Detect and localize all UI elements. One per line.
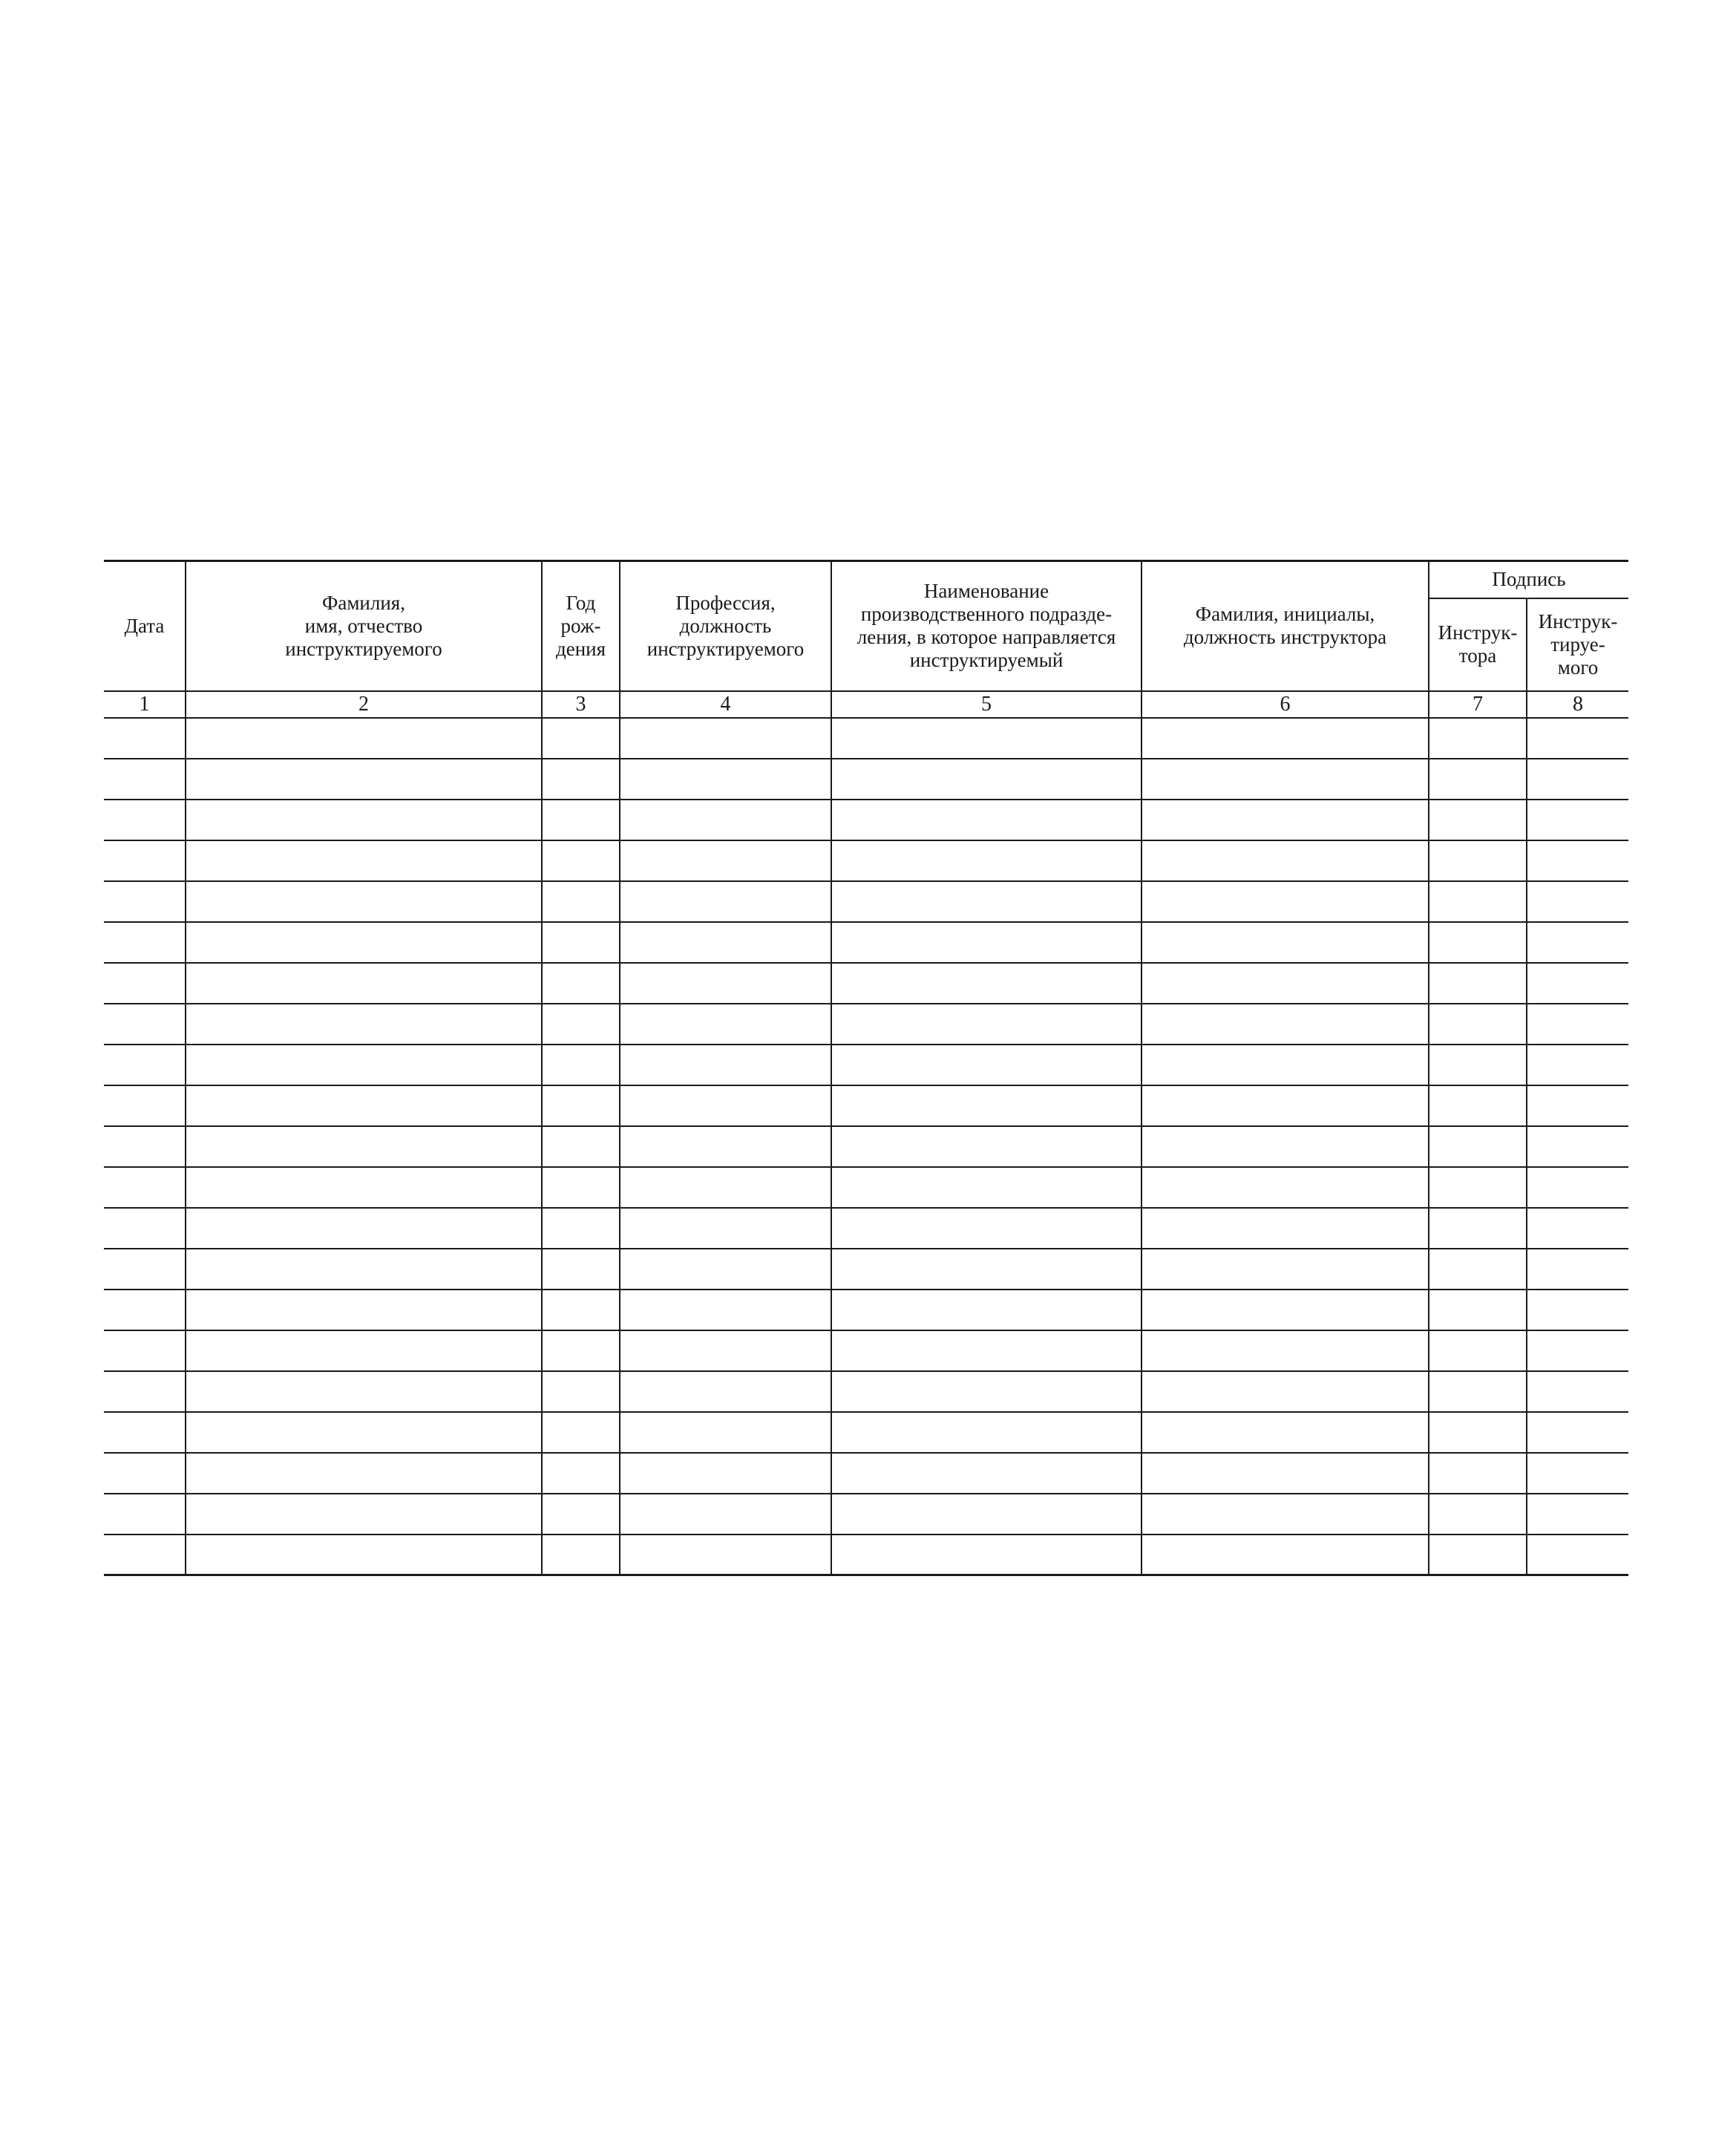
column-number: 7 (1429, 691, 1527, 718)
table-cell (620, 1126, 831, 1167)
table-cell (186, 1412, 542, 1453)
table-cell (1527, 1453, 1628, 1494)
table-cell (1429, 1494, 1527, 1535)
table-cell (542, 1330, 620, 1371)
table-cell (1527, 1004, 1628, 1045)
table-cell (620, 1045, 831, 1085)
header-instructor: Фамилия, инициалы, должность инструктора (1141, 561, 1429, 691)
table-cell (831, 1249, 1141, 1290)
table-cell (620, 840, 831, 881)
table-cell (104, 1330, 186, 1371)
table-cell (104, 1494, 186, 1535)
table-cell (104, 840, 186, 881)
table-cell (1141, 1249, 1429, 1290)
table-cell (542, 922, 620, 963)
table-cell (1527, 1412, 1628, 1453)
table-cell (542, 1085, 620, 1126)
table-cell (542, 881, 620, 922)
table-row (104, 1208, 1628, 1249)
table-row (104, 963, 1628, 1004)
table-cell (186, 963, 542, 1004)
table-cell (831, 1371, 1141, 1412)
table-cell (1141, 1412, 1429, 1453)
table-cell (620, 1330, 831, 1371)
table-cell (831, 1085, 1141, 1126)
table-cell (104, 1126, 186, 1167)
table-cell (186, 1004, 542, 1045)
table-cell (104, 759, 186, 800)
table-cell (542, 1045, 620, 1085)
table-cell (1527, 1167, 1628, 1208)
table-cell (186, 1085, 542, 1126)
table-row (104, 1330, 1628, 1371)
table-cell (831, 1535, 1141, 1575)
table-cell (831, 718, 1141, 759)
table-cell (104, 922, 186, 963)
table-cell (186, 1290, 542, 1330)
table-cell (104, 1535, 186, 1575)
table-cell (104, 1453, 186, 1494)
table-row (104, 840, 1628, 881)
table-cell (542, 840, 620, 881)
table-cell (186, 840, 542, 881)
table-cell (542, 759, 620, 800)
table-cell (1141, 1167, 1429, 1208)
column-number: 5 (831, 691, 1141, 718)
table-cell (186, 1167, 542, 1208)
table-cell (542, 1208, 620, 1249)
table-cell (1527, 1330, 1628, 1371)
column-number: 8 (1527, 691, 1628, 718)
table-cell (542, 1412, 620, 1453)
table-row (104, 922, 1628, 963)
table-cell (186, 1453, 542, 1494)
table-cell (620, 1412, 831, 1453)
table-cell (1429, 840, 1527, 881)
table-cell (542, 1453, 620, 1494)
table-cell (186, 1126, 542, 1167)
table-cell (831, 1494, 1141, 1535)
table-cell (620, 1290, 831, 1330)
table-cell (1141, 1290, 1429, 1330)
table-cell (620, 759, 831, 800)
table-cell (542, 1494, 620, 1535)
table-cell (1527, 1290, 1628, 1330)
table-cell (1429, 963, 1527, 1004)
table-cell (186, 1494, 542, 1535)
table-cell (186, 1330, 542, 1371)
table-cell (186, 881, 542, 922)
table-cell (1429, 1126, 1527, 1167)
table-cell (1429, 1004, 1527, 1045)
table-row (104, 881, 1628, 922)
table-cell (831, 1330, 1141, 1371)
table-cell (620, 1535, 831, 1575)
table-cell (104, 1290, 186, 1330)
table-row (104, 1453, 1628, 1494)
table-cell (1141, 922, 1429, 963)
table-cell (831, 759, 1141, 800)
table-cell (620, 1004, 831, 1045)
header-signature-instructed: Инструк- тируе- мого (1527, 598, 1628, 691)
table-cell (542, 1249, 620, 1290)
briefing-journal-table (104, 560, 1628, 1576)
table-cell (104, 881, 186, 922)
header-signature-group: Подпись (1429, 561, 1628, 598)
table-cell (1429, 922, 1527, 963)
table-cell (1527, 759, 1628, 800)
table-cell (1527, 840, 1628, 881)
table-cell (104, 718, 186, 759)
table-cell (1527, 1535, 1628, 1575)
table-cell (831, 840, 1141, 881)
table-cell (620, 718, 831, 759)
table-cell (186, 718, 542, 759)
table-cell (620, 1453, 831, 1494)
table-cell (620, 1249, 831, 1290)
table-cell (831, 922, 1141, 963)
table-cell (1429, 800, 1527, 840)
table-cell (104, 1208, 186, 1249)
table-cell (1429, 1085, 1527, 1126)
table-row (104, 1494, 1628, 1535)
table-cell (1429, 1045, 1527, 1085)
table-cell (831, 1453, 1141, 1494)
table-cell (1429, 1453, 1527, 1494)
table-cell (1141, 840, 1429, 881)
table-cell (104, 1045, 186, 1085)
table-cell (831, 1412, 1141, 1453)
table-cell (1429, 1535, 1527, 1575)
column-number: 1 (104, 691, 186, 718)
table-cell (186, 759, 542, 800)
table-cell (1527, 922, 1628, 963)
table-cell (1141, 963, 1429, 1004)
table-cell (1527, 718, 1628, 759)
table-cell (186, 1208, 542, 1249)
table-cell (831, 963, 1141, 1004)
table-cell (1141, 1371, 1429, 1412)
table-cell (542, 963, 620, 1004)
table-cell (1429, 1167, 1527, 1208)
table-cell (1527, 963, 1628, 1004)
table-cell (1141, 1004, 1429, 1045)
header-birth-year: Год рож- дения (542, 561, 620, 691)
table-cell (542, 1004, 620, 1045)
table-row (104, 1290, 1628, 1330)
table-cell (1429, 759, 1527, 800)
table-cell (542, 800, 620, 840)
table-cell (831, 1290, 1141, 1330)
table-cell (542, 1371, 620, 1412)
header-full-name: Фамилия, имя, отчество инструктируемого (186, 561, 542, 691)
table-cell (1527, 1249, 1628, 1290)
table-cell (542, 718, 620, 759)
table-cell (542, 1535, 620, 1575)
table-cell (1141, 881, 1429, 922)
table-cell (104, 1412, 186, 1453)
table-cell (186, 1045, 542, 1085)
table-row (104, 759, 1628, 800)
table-cell (620, 881, 831, 922)
table-cell (1429, 1290, 1527, 1330)
table-cell (186, 1535, 542, 1575)
table-cell (1141, 1208, 1429, 1249)
table-cell (104, 800, 186, 840)
table-row (104, 718, 1628, 759)
table-cell (1527, 800, 1628, 840)
table-cell (186, 922, 542, 963)
table-cell (620, 1085, 831, 1126)
table-cell (1141, 1494, 1429, 1535)
table-cell (1141, 800, 1429, 840)
table-cell (620, 1494, 831, 1535)
header-row-top (104, 561, 1628, 598)
table-cell (1527, 1371, 1628, 1412)
table-cell (831, 1167, 1141, 1208)
header-department: Наименование производственного подразде- ления, в которое направляется инструктируемый (831, 561, 1141, 691)
table-cell (1527, 1208, 1628, 1249)
table-row (104, 800, 1628, 840)
table-cell (1141, 718, 1429, 759)
table-cell (542, 1290, 620, 1330)
table-cell (831, 800, 1141, 840)
table-cell (1141, 759, 1429, 800)
header-profession: Профессия, должность инструктируемого (620, 561, 831, 691)
table-cell (1141, 1453, 1429, 1494)
table-cell (1429, 1249, 1527, 1290)
table-cell (186, 800, 542, 840)
table-cell (1429, 1371, 1527, 1412)
table-row (104, 1167, 1628, 1208)
table-cell (620, 963, 831, 1004)
table-cell (620, 1371, 831, 1412)
table-cell (831, 1126, 1141, 1167)
table-cell (1527, 881, 1628, 922)
table-cell (1141, 1535, 1429, 1575)
table-cell (1429, 1208, 1527, 1249)
table-cell (1429, 881, 1527, 922)
table-row (104, 1085, 1628, 1126)
table-cell (104, 963, 186, 1004)
table-cell (1429, 1330, 1527, 1371)
table-cell (104, 1085, 186, 1126)
table-row (104, 1412, 1628, 1453)
table-cell (104, 1249, 186, 1290)
table-cell (104, 1167, 186, 1208)
table-row (104, 1045, 1628, 1085)
table-cell (1527, 1045, 1628, 1085)
table-cell (104, 1371, 186, 1412)
table-cell (1429, 1412, 1527, 1453)
table-cell (831, 1208, 1141, 1249)
column-number: 3 (542, 691, 620, 718)
table-cell (1429, 718, 1527, 759)
table-cell (186, 1371, 542, 1412)
table-cell (1141, 1330, 1429, 1371)
table-cell (1141, 1085, 1429, 1126)
table-cell (831, 1004, 1141, 1045)
table-cell (542, 1126, 620, 1167)
table-row (104, 1535, 1628, 1575)
table-cell (104, 1004, 186, 1045)
table-row (104, 1126, 1628, 1167)
header-signature-instructor: Инструк- тора (1429, 598, 1527, 691)
column-number: 6 (1141, 691, 1429, 718)
column-number: 2 (186, 691, 542, 718)
table-cell (831, 1045, 1141, 1085)
column-number: 4 (620, 691, 831, 718)
table-cell (186, 1249, 542, 1290)
table-cell (1527, 1494, 1628, 1535)
table-cell (1141, 1045, 1429, 1085)
table-cell (1141, 1126, 1429, 1167)
table-cell (1527, 1126, 1628, 1167)
table-cell (620, 1208, 831, 1249)
column-number-row (104, 691, 1628, 718)
table-cell (620, 1167, 831, 1208)
table-cell (620, 922, 831, 963)
table-cell (542, 1167, 620, 1208)
header-date: Дата (104, 561, 186, 691)
table-cell (1527, 1085, 1628, 1126)
table-row (104, 1004, 1628, 1045)
table-row (104, 1249, 1628, 1290)
journal-body (104, 718, 1628, 1575)
table-cell (831, 881, 1141, 922)
table-cell (620, 800, 831, 840)
table-row (104, 1371, 1628, 1412)
